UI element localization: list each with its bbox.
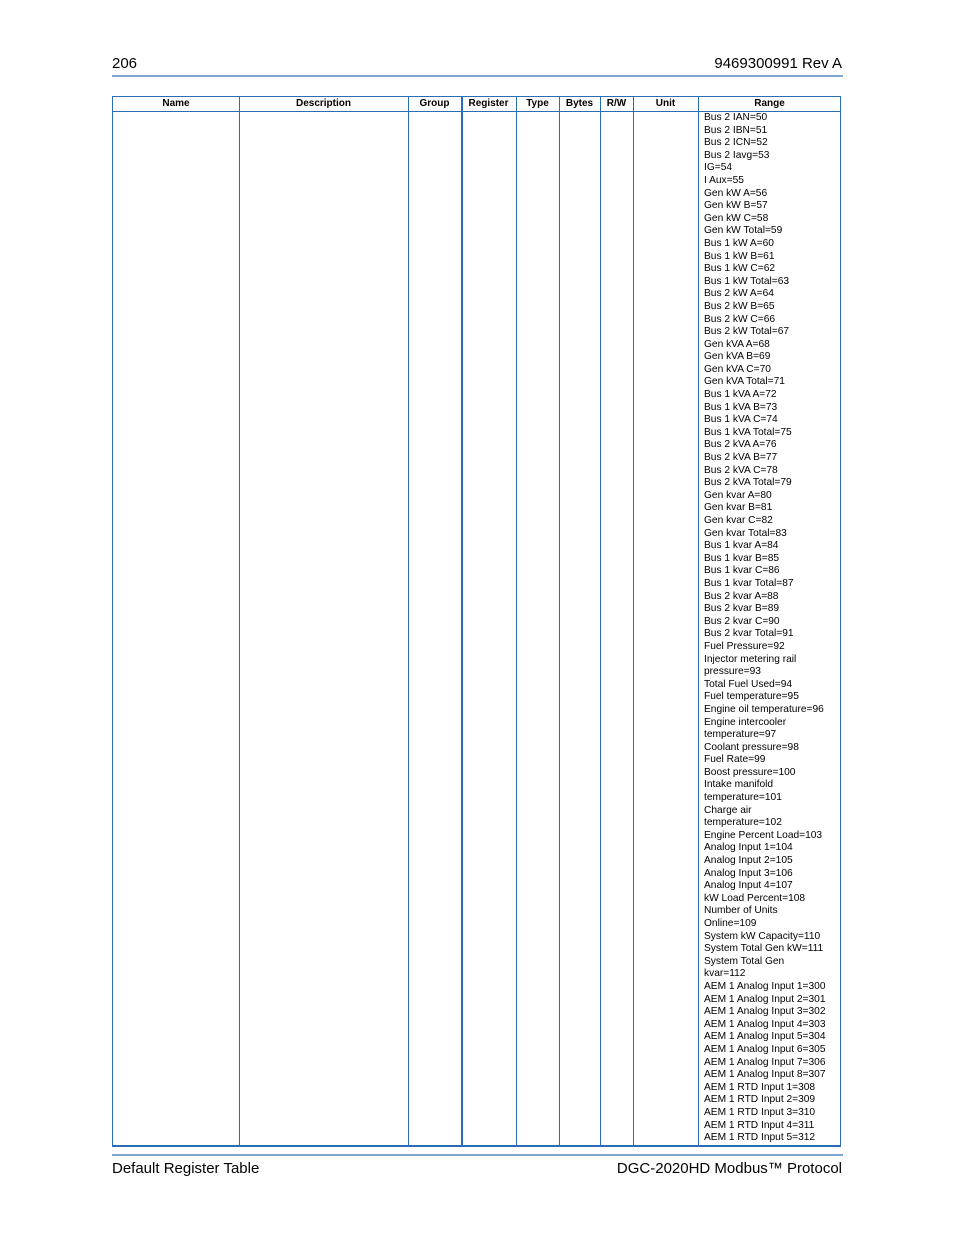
range-entry: Bus 1 kvar Total=87 bbox=[704, 577, 794, 589]
range-entry: AEM 1 Analog Input 5=304 bbox=[704, 1031, 826, 1043]
unit-column bbox=[633, 97, 699, 1146]
type-column bbox=[516, 97, 560, 1146]
range-entry: Bus 2 IAN=50 bbox=[704, 112, 768, 123]
range-entry: Analog Input 4=107 bbox=[704, 880, 793, 892]
range-entry: Bus 2 kvar Total=91 bbox=[704, 628, 794, 640]
range-entry: Fuel Rate=99 bbox=[704, 754, 766, 766]
range-entry: Bus 2 kVA C=78 bbox=[704, 464, 778, 476]
range-entry: Engine Percent Load=103 bbox=[704, 829, 823, 841]
header-rule bbox=[112, 75, 843, 77]
range-entry: Bus 1 kvar A=84 bbox=[704, 540, 779, 552]
range-entry: AEM 1 Analog Input 6=305 bbox=[704, 1043, 826, 1055]
range-entry: Gen kvar A=80 bbox=[704, 489, 772, 501]
footer-document-title: DGC-2020HD Modbus™ Protocol bbox=[616, 1160, 842, 1177]
range-entry: Analog Input 2=105 bbox=[704, 855, 793, 867]
range-entry: Bus 1 kW Total=63 bbox=[704, 275, 790, 287]
register-column bbox=[461, 97, 517, 1146]
range-entry: Bus 1 kVA C=74 bbox=[704, 414, 778, 426]
footer-rule bbox=[112, 1154, 843, 1156]
range-entry: Gen kW C=58 bbox=[704, 212, 769, 224]
range-entry: pressure=93 bbox=[704, 666, 761, 678]
range-entry: System kW Capacity=110 bbox=[704, 930, 821, 942]
range-entry: Gen kW Total=59 bbox=[704, 225, 783, 237]
range-entry: IG=54 bbox=[704, 162, 733, 174]
column-header-type: Type bbox=[526, 98, 549, 109]
range-entry: Bus 2 kvar C=90 bbox=[704, 615, 780, 627]
column-header-group: Group bbox=[419, 98, 450, 109]
range-entry: Total Fuel Used=94 bbox=[704, 678, 793, 690]
column-header-rw: R/W bbox=[606, 98, 627, 109]
range-entry: Intake manifold bbox=[704, 779, 774, 791]
page-number: 206 bbox=[112, 55, 138, 72]
range-entry: Bus 1 kW A=60 bbox=[704, 237, 774, 249]
group-column bbox=[408, 97, 463, 1146]
range-entry: Gen kW B=57 bbox=[704, 200, 768, 212]
range-entry: Gen kvar B=81 bbox=[704, 502, 773, 514]
range-entry: Bus 2 IBN=51 bbox=[704, 124, 768, 136]
range-entry: Bus 2 kVA A=76 bbox=[704, 439, 777, 451]
range-entry: Engine oil temperature=96 bbox=[704, 703, 824, 715]
range-entry: Bus 1 kW B=61 bbox=[704, 250, 775, 262]
range-entry: AEM 1 Analog Input 3=302 bbox=[704, 1006, 826, 1018]
column-header-bytes: Bytes bbox=[565, 98, 594, 109]
document-number: 9469300991 Rev A bbox=[714, 55, 842, 72]
range-entry: Bus 2 kW Total=67 bbox=[704, 326, 790, 338]
range-entry: Gen kVA B=69 bbox=[704, 351, 771, 363]
range-entry: Bus 2 kW A=64 bbox=[704, 288, 774, 300]
range-entry: kvar=112 bbox=[704, 968, 746, 980]
range-entry: AEM 1 Analog Input 7=306 bbox=[704, 1056, 826, 1068]
range-entry: Fuel Pressure=92 bbox=[704, 640, 785, 652]
range-entry: Charge air bbox=[704, 804, 752, 816]
range-entry: kW Load Percent=108 bbox=[704, 892, 806, 904]
range-entry: Gen kVA A=68 bbox=[704, 338, 770, 350]
name-column bbox=[113, 97, 240, 1146]
range-entry: AEM 1 RTD Input 4=311 bbox=[704, 1119, 815, 1131]
range-entry: Bus 1 kvar C=86 bbox=[704, 565, 780, 577]
range-entry: AEM 1 Analog Input 2=301 bbox=[704, 993, 826, 1005]
range-entry: Gen kvar C=82 bbox=[704, 515, 773, 526]
range-entry: Bus 2 kVA B=77 bbox=[704, 452, 778, 464]
column-header-range: Range bbox=[754, 98, 785, 109]
range-entry: Bus 1 kVA B=73 bbox=[704, 401, 778, 413]
range-entry: temperature=102 bbox=[704, 817, 782, 829]
range-entry: Bus 1 kVA A=72 bbox=[704, 389, 777, 401]
range-entry: Bus 2 kvar B=89 bbox=[704, 603, 780, 615]
column-header-name: Name bbox=[162, 98, 190, 109]
range-entry: Bus 2 kW B=65 bbox=[704, 300, 775, 312]
range-entry: Bus 2 Iavg=53 bbox=[704, 149, 770, 161]
range-entry: AEM 1 RTD Input 5=312 bbox=[704, 1132, 816, 1144]
range-entry: temperature=97 bbox=[704, 729, 777, 741]
bytes-column bbox=[559, 97, 601, 1146]
range-entry: AEM 1 Analog Input 4=303 bbox=[704, 1018, 826, 1030]
range-entry: Bus 1 kVA Total=75 bbox=[704, 426, 792, 438]
range-entry: AEM 1 RTD Input 2=309 bbox=[704, 1094, 816, 1106]
range-entry: Bus 2 kW C=66 bbox=[704, 313, 776, 325]
range-entry: Gen kVA Total=71 bbox=[704, 376, 785, 388]
range-entry: temperature=101 bbox=[704, 792, 782, 804]
range-entry: Analog Input 3=106 bbox=[704, 867, 793, 879]
footer-section-title: Default Register Table bbox=[112, 1160, 260, 1177]
range-entry: Online=109 bbox=[704, 918, 757, 929]
range-cell bbox=[704, 112, 841, 1145]
range-entry: Coolant pressure=98 bbox=[704, 741, 799, 753]
range-entry: AEM 1 Analog Input 1=300 bbox=[704, 980, 826, 992]
range-entry: AEM 1 Analog Input 8=307 bbox=[704, 1069, 826, 1081]
range-entry: Analog Input 1=104 bbox=[704, 842, 793, 854]
range-entry: AEM 1 RTD Input 3=310 bbox=[704, 1106, 816, 1118]
range-entry: AEM 1 RTD Input 1=308 bbox=[704, 1081, 816, 1093]
rw-column bbox=[600, 97, 634, 1146]
range-entry: Number of Units bbox=[704, 905, 778, 917]
range-entry: I Aux=55 bbox=[704, 174, 744, 186]
range-entry: System Total Gen bbox=[704, 955, 785, 967]
range-entry: Bus 2 kVA Total=79 bbox=[704, 477, 792, 489]
range-entry: Fuel temperature=95 bbox=[704, 691, 799, 703]
range-entry: Engine intercooler bbox=[704, 716, 787, 728]
range-entry: Gen kVA C=70 bbox=[704, 363, 771, 375]
range-entry: Injector metering rail bbox=[704, 653, 797, 665]
description-column bbox=[239, 97, 409, 1146]
column-header-description: Description bbox=[295, 98, 351, 109]
range-entry: Bus 1 kW C=62 bbox=[704, 263, 776, 275]
range-entry: Bus 2 kvar A=88 bbox=[704, 590, 779, 602]
column-header-register: Register bbox=[468, 98, 509, 109]
range-entry: Bus 1 kvar B=85 bbox=[704, 552, 780, 564]
range-entry: Bus 2 ICN=52 bbox=[704, 137, 768, 149]
column-header-unit: Unit bbox=[655, 98, 676, 109]
range-entry: Gen kW A=56 bbox=[704, 187, 768, 199]
range-entry: Boost pressure=100 bbox=[704, 766, 796, 778]
table-bottom-border bbox=[113, 1145, 840, 1147]
range-entry: System Total Gen kW=111 bbox=[704, 943, 824, 955]
register-table bbox=[112, 96, 841, 1147]
range-entry: Gen kvar Total=83 bbox=[704, 527, 787, 539]
